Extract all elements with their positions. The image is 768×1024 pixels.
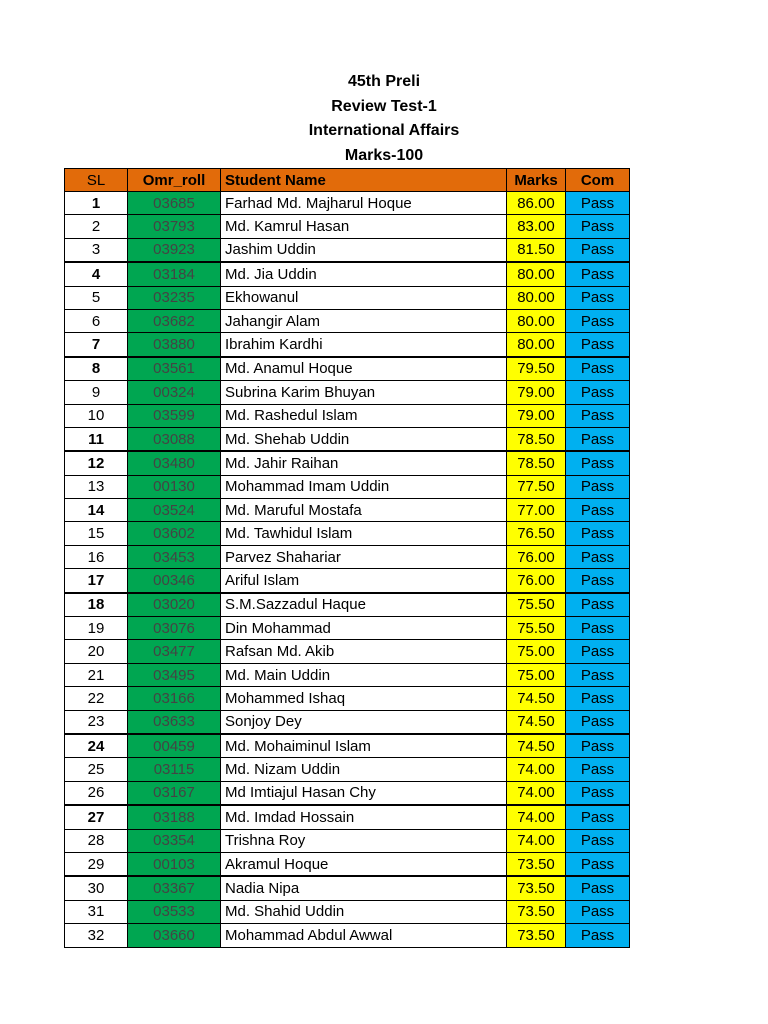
student-name-cell: Md. Anamul Hoque xyxy=(221,357,507,381)
marks-cell: 74.00 xyxy=(507,758,566,781)
table-row xyxy=(65,663,630,686)
table-row xyxy=(65,286,630,309)
serial-cell: 4 xyxy=(65,262,128,286)
serial-cell: 7 xyxy=(65,333,128,357)
marks-cell: 76.50 xyxy=(507,522,566,545)
serial-cell: 1 xyxy=(65,192,128,215)
table-row xyxy=(65,545,630,568)
com-cell: Pass xyxy=(566,876,630,900)
table-row xyxy=(65,357,630,381)
marks-cell: 77.50 xyxy=(507,475,566,498)
com-cell: Pass xyxy=(566,404,630,427)
marks-cell: 76.00 xyxy=(507,569,566,593)
table-row xyxy=(65,805,630,829)
serial-cell: 17 xyxy=(65,569,128,593)
marks-cell: 74.50 xyxy=(507,734,566,758)
serial-cell: 12 xyxy=(65,451,128,475)
com-cell: Pass xyxy=(566,900,630,923)
serial-cell: 29 xyxy=(65,852,128,876)
student-name-cell: Subrina Karim Bhuyan xyxy=(221,381,507,404)
table-row xyxy=(65,758,630,781)
table-row xyxy=(65,852,630,876)
com-cell: Pass xyxy=(566,710,630,734)
table-row xyxy=(65,710,630,734)
table-row xyxy=(65,192,630,215)
serial-cell: 8 xyxy=(65,357,128,381)
table-row xyxy=(65,262,630,286)
serial-cell: 28 xyxy=(65,829,128,852)
serial-cell: 22 xyxy=(65,687,128,710)
com-cell: Pass xyxy=(566,238,630,262)
serial-cell: 9 xyxy=(65,381,128,404)
omr-roll-cell: 00346 xyxy=(128,569,221,593)
com-cell: Pass xyxy=(566,593,630,617)
com-cell: Pass xyxy=(566,475,630,498)
table-row xyxy=(65,687,630,710)
document-heading xyxy=(0,70,768,168)
omr-roll-cell: 00103 xyxy=(128,852,221,876)
student-name-cell: Md. Jahir Raihan xyxy=(221,451,507,475)
marks-cell: 74.00 xyxy=(507,805,566,829)
omr-roll-cell: 03561 xyxy=(128,357,221,381)
marks-cell: 79.00 xyxy=(507,381,566,404)
serial-cell: 21 xyxy=(65,663,128,686)
com-cell: Pass xyxy=(566,805,630,829)
student-name-cell: Nadia Nipa xyxy=(221,876,507,900)
header-row xyxy=(65,169,630,192)
marks-cell: 74.50 xyxy=(507,687,566,710)
table-row xyxy=(65,215,630,238)
student-name-cell: Md. Maruful Mostafa xyxy=(221,499,507,522)
serial-cell: 13 xyxy=(65,475,128,498)
student-name-cell: Jashim Uddin xyxy=(221,238,507,262)
omr-roll-cell: 03367 xyxy=(128,876,221,900)
table-row xyxy=(65,309,630,332)
omr-roll-cell: 03880 xyxy=(128,333,221,357)
table-row xyxy=(65,829,630,852)
student-name-cell: Md. Imdad Hossain xyxy=(221,805,507,829)
table-row xyxy=(65,900,630,923)
table-row xyxy=(65,876,630,900)
table-row xyxy=(65,569,630,593)
table-row xyxy=(65,499,630,522)
serial-cell: 23 xyxy=(65,710,128,734)
com-cell: Pass xyxy=(566,333,630,357)
table-row xyxy=(65,924,630,947)
serial-cell: 5 xyxy=(65,286,128,309)
column-header-com: Com xyxy=(566,169,630,192)
student-name-cell: Md. Mohaiminul Islam xyxy=(221,734,507,758)
serial-cell: 15 xyxy=(65,522,128,545)
table-row xyxy=(65,522,630,545)
column-header-sl: SL xyxy=(65,169,128,192)
results-table xyxy=(64,168,630,948)
serial-cell: 3 xyxy=(65,238,128,262)
omr-roll-cell: 03599 xyxy=(128,404,221,427)
table-row xyxy=(65,381,630,404)
com-cell: Pass xyxy=(566,215,630,238)
omr-roll-cell: 03685 xyxy=(128,192,221,215)
omr-roll-cell: 00130 xyxy=(128,475,221,498)
serial-cell: 16 xyxy=(65,545,128,568)
student-name-cell: Trishna Roy xyxy=(221,829,507,852)
marks-cell: 75.50 xyxy=(507,617,566,640)
table-row xyxy=(65,617,630,640)
marks-cell: 78.50 xyxy=(507,427,566,451)
serial-cell: 32 xyxy=(65,924,128,947)
omr-roll-cell: 03167 xyxy=(128,781,221,805)
marks-cell: 78.50 xyxy=(507,451,566,475)
serial-cell: 20 xyxy=(65,640,128,663)
table-row xyxy=(65,593,630,617)
serial-cell: 30 xyxy=(65,876,128,900)
omr-roll-cell: 03020 xyxy=(128,593,221,617)
marks-cell: 75.50 xyxy=(507,593,566,617)
table-row xyxy=(65,427,630,451)
marks-cell: 74.00 xyxy=(507,829,566,852)
marks-cell: 73.50 xyxy=(507,924,566,947)
com-cell: Pass xyxy=(566,427,630,451)
marks-cell: 76.00 xyxy=(507,545,566,568)
marks-cell: 80.00 xyxy=(507,333,566,357)
subject-name: International Affairs xyxy=(308,122,460,139)
omr-roll-cell: 00324 xyxy=(128,381,221,404)
omr-roll-cell: 00459 xyxy=(128,734,221,758)
com-cell: Pass xyxy=(566,192,630,215)
omr-roll-cell: 03633 xyxy=(128,710,221,734)
student-name-cell: Ariful Islam xyxy=(221,569,507,593)
omr-roll-cell: 03524 xyxy=(128,499,221,522)
marks-cell: 74.00 xyxy=(507,781,566,805)
com-cell: Pass xyxy=(566,451,630,475)
student-name-cell: Md. Nizam Uddin xyxy=(221,758,507,781)
student-name-cell: S.M.Sazzadul Haque xyxy=(221,593,507,617)
omr-roll-cell: 03166 xyxy=(128,687,221,710)
student-name-cell: Parvez Shahariar xyxy=(221,545,507,568)
omr-roll-cell: 03088 xyxy=(128,427,221,451)
serial-cell: 24 xyxy=(65,734,128,758)
com-cell: Pass xyxy=(566,852,630,876)
student-name-cell: Sonjoy Dey xyxy=(221,710,507,734)
table-row xyxy=(65,734,630,758)
test-name: Review Test-1 xyxy=(331,97,437,115)
student-name-cell: Ibrahim Kardhi xyxy=(221,333,507,357)
marks-cell: 79.00 xyxy=(507,404,566,427)
student-name-cell: Rafsan Md. Akib xyxy=(221,640,507,663)
marks-cell: 73.50 xyxy=(507,852,566,876)
marks-cell: 77.00 xyxy=(507,499,566,522)
com-cell: Pass xyxy=(566,545,630,568)
omr-roll-cell: 03495 xyxy=(128,663,221,686)
com-cell: Pass xyxy=(566,781,630,805)
com-cell: Pass xyxy=(566,569,630,593)
serial-cell: 26 xyxy=(65,781,128,805)
omr-roll-cell: 03480 xyxy=(128,451,221,475)
marks-cell: 79.50 xyxy=(507,357,566,381)
table-row xyxy=(65,333,630,357)
omr-roll-cell: 03533 xyxy=(128,900,221,923)
omr-roll-cell: 03602 xyxy=(128,522,221,545)
com-cell: Pass xyxy=(566,663,630,686)
omr-roll-cell: 03115 xyxy=(128,758,221,781)
com-cell: Pass xyxy=(566,758,630,781)
student-name-cell: Md. Rashedul Islam xyxy=(221,404,507,427)
student-name-cell: Ekhowanul xyxy=(221,286,507,309)
com-cell: Pass xyxy=(566,286,630,309)
total-marks: Marks-100 xyxy=(344,146,424,164)
com-cell: Pass xyxy=(566,924,630,947)
student-name-cell: Mohammad Abdul Awwal xyxy=(221,924,507,947)
com-cell: Pass xyxy=(566,262,630,286)
column-header-omr-roll: Omr_roll xyxy=(128,169,221,192)
omr-roll-cell: 03660 xyxy=(128,924,221,947)
student-name-cell: Mohammed Ishaq xyxy=(221,687,507,710)
com-cell: Pass xyxy=(566,309,630,332)
marks-cell: 75.00 xyxy=(507,663,566,686)
serial-cell: 6 xyxy=(65,309,128,332)
omr-roll-cell: 03453 xyxy=(128,545,221,568)
table-row xyxy=(65,238,630,262)
marks-cell: 80.00 xyxy=(507,262,566,286)
omr-roll-cell: 03354 xyxy=(128,829,221,852)
student-name-cell: Din Mohammad xyxy=(221,617,507,640)
column-header-student-name: Student Name xyxy=(221,169,507,192)
marks-cell: 74.50 xyxy=(507,710,566,734)
serial-cell: 2 xyxy=(65,215,128,238)
marks-cell: 81.50 xyxy=(507,238,566,262)
omr-roll-cell: 03076 xyxy=(128,617,221,640)
student-name-cell: Akramul Hoque xyxy=(221,852,507,876)
column-header-marks: Marks xyxy=(507,169,566,192)
student-name-cell: Mohammad Imam Uddin xyxy=(221,475,507,498)
student-name-cell: Md. Shahid Uddin xyxy=(221,900,507,923)
student-name-cell: Md Imtiajul Hasan Chy xyxy=(221,781,507,805)
student-name-cell: Md. Main Uddin xyxy=(221,663,507,686)
exam-name: 45th Preli xyxy=(347,73,421,90)
student-name-cell: Md. Shehab Uddin xyxy=(221,427,507,451)
table-row xyxy=(65,781,630,805)
table-row xyxy=(65,640,630,663)
omr-roll-cell: 03923 xyxy=(128,238,221,262)
results-body xyxy=(65,192,630,948)
marks-cell: 80.00 xyxy=(507,286,566,309)
com-cell: Pass xyxy=(566,734,630,758)
table-row xyxy=(65,475,630,498)
com-cell: Pass xyxy=(566,829,630,852)
serial-cell: 25 xyxy=(65,758,128,781)
serial-cell: 18 xyxy=(65,593,128,617)
com-cell: Pass xyxy=(566,617,630,640)
table-row xyxy=(65,404,630,427)
marks-cell: 73.50 xyxy=(507,900,566,923)
student-name-cell: Jahangir Alam xyxy=(221,309,507,332)
marks-cell: 73.50 xyxy=(507,876,566,900)
omr-roll-cell: 03477 xyxy=(128,640,221,663)
com-cell: Pass xyxy=(566,499,630,522)
com-cell: Pass xyxy=(566,381,630,404)
serial-cell: 19 xyxy=(65,617,128,640)
table-row xyxy=(65,451,630,475)
com-cell: Pass xyxy=(566,640,630,663)
marks-cell: 86.00 xyxy=(507,192,566,215)
omr-roll-cell: 03682 xyxy=(128,309,221,332)
omr-roll-cell: 03184 xyxy=(128,262,221,286)
student-name-cell: Md. Kamrul Hasan xyxy=(221,215,507,238)
serial-cell: 27 xyxy=(65,805,128,829)
serial-cell: 14 xyxy=(65,499,128,522)
student-name-cell: Farhad Md. Majharul Hoque xyxy=(221,192,507,215)
marks-cell: 75.00 xyxy=(507,640,566,663)
serial-cell: 10 xyxy=(65,404,128,427)
serial-cell: 31 xyxy=(65,900,128,923)
com-cell: Pass xyxy=(566,687,630,710)
student-name-cell: Md. Jia Uddin xyxy=(221,262,507,286)
student-name-cell: Md. Tawhidul Islam xyxy=(221,522,507,545)
com-cell: Pass xyxy=(566,357,630,381)
marks-cell: 83.00 xyxy=(507,215,566,238)
omr-roll-cell: 03793 xyxy=(128,215,221,238)
omr-roll-cell: 03235 xyxy=(128,286,221,309)
omr-roll-cell: 03188 xyxy=(128,805,221,829)
com-cell: Pass xyxy=(566,522,630,545)
marks-cell: 80.00 xyxy=(507,309,566,332)
serial-cell: 11 xyxy=(65,427,128,451)
